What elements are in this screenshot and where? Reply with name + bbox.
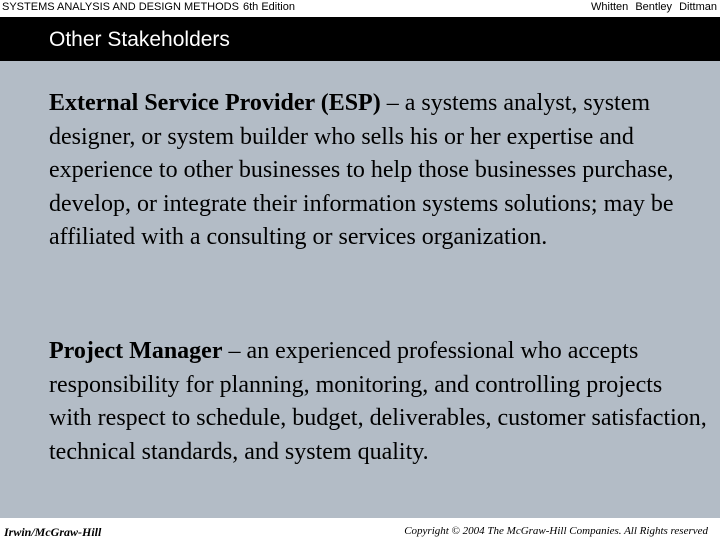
slide-title: Other Stakeholders [49, 28, 230, 51]
definition-text: – an experienced professional who accepts responsibility for planning, monitoring, and controlling projects with respect to schedule, budget, deliverables, customer satisfaction, technical standards, and system quality. [49, 338, 707, 465]
footer [0, 518, 720, 540]
header-strip [0, 0, 720, 16]
book-edition: 6th Edition [242, 1, 295, 13]
copyright-notice: Copyright © 2004 The McGraw-Hill Companies. All Rights reserved [404, 525, 708, 537]
book-title [2, 0, 295, 14]
book-authors: Whitten Bentley Dittman [591, 1, 717, 13]
title-bar [0, 17, 720, 61]
book-series-title: SYSTEMS ANALYSIS AND DESIGN METHODS [2, 1, 239, 13]
definition-term: Project Manager [49, 338, 223, 364]
publisher-label: Irwin/McGraw-Hill [4, 525, 102, 539]
definition-term: External Service Provider (ESP) [49, 90, 381, 116]
definition-text: – a systems analyst, system designer, or system builder who sells his or her expertise and experience to other businesses to help those businesses purchase, develop, or integrate their information systems solutions; may be affiliated with a consulting or services organization. [49, 90, 674, 251]
definition-paragraph-project-manager [49, 335, 709, 469]
definition-paragraph-esp [49, 87, 709, 255]
content-area [0, 61, 720, 518]
